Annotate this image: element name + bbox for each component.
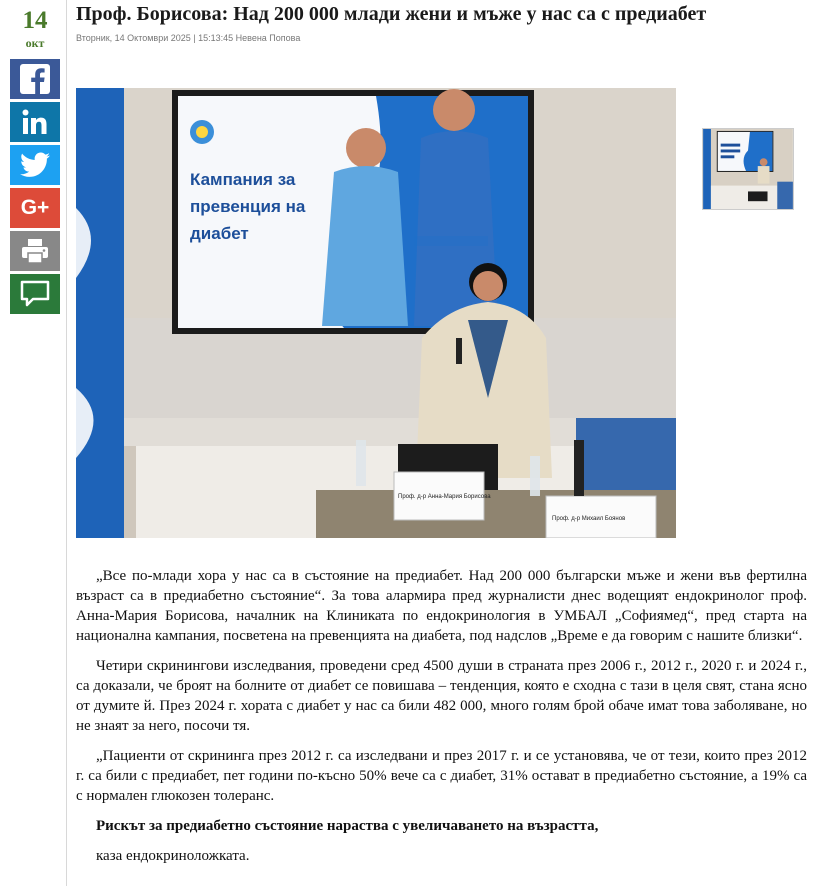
print-button[interactable]: [10, 231, 60, 271]
linkedin-icon: [20, 107, 50, 137]
comment-icon: [19, 279, 51, 309]
article-body: [76, 566, 807, 876]
article-paragraph-3: „Пациенти от скрининга през 2012 г. са изследвани и през 2017 г. и се установява, че от тези, които през 2012 г. са били с предиабет, пет години по-късно 50% вече са с диабет, 31% остават в предиабетно състояние, а 19% са с нормален глюкозен толеранс.: [76, 748, 807, 804]
screen-text-line-3: диабет: [190, 224, 249, 243]
google-plus-icon: G+: [20, 196, 50, 219]
twitter-icon: [20, 152, 50, 178]
article-title: Проф. Борисова: Над 200 000 млади жени и мъже у нас са с предиабет: [76, 3, 707, 25]
screen-text-line-1: Кампания за: [190, 170, 296, 189]
google-plus-share-button[interactable]: [10, 188, 60, 228]
article-photo[interactable]: [76, 88, 676, 538]
nameplate-borisova: Проф. д-р Анна-Мария Борисова: [398, 494, 491, 500]
print-icon: [20, 237, 50, 265]
publish-date: [10, 6, 60, 50]
date-month: окт: [25, 36, 45, 50]
twitter-share-button[interactable]: [10, 145, 60, 185]
article-closing: каза ендокриноложката.: [96, 848, 250, 864]
date-day: 14: [22, 7, 48, 34]
screen-text-line-2: превенция на: [190, 197, 306, 216]
photo-thumbnail[interactable]: [702, 128, 794, 210]
comment-button[interactable]: [10, 274, 60, 314]
article-paragraph-2: Четири скринингови изследвания, проведени сред 4500 души в страната през 2006 г., 2012 г., 2020 г. и 2024 г., са доказали, че броят на болните от диабет се повишава – тенденция, която е сходна с тази в целя свят, стана ясно от думите й. През 2024 г. хората с диабет у нас са били 482 000, много голям брой обаче имат това заболяване, но не знаят за него, посочи тя.: [76, 658, 807, 734]
article-paragraph-1: „Все по-млади хора у нас са в състояние на предиабет. Над 200 000 български мъже и жени във фертилна възраст са в предиабетно състояние“. За това алармира пред журналисти днес водещият ендокринолог проф. Анна-Мария Борисова, началник на Клиниката по ендокринология в УМБАЛ „Софиямед“, пред старта на национална кампания, посветена на превенцията на диабета, под надслов „Време е да говорим с нашите близки“.: [76, 568, 807, 644]
article-subheading: Рискът за предиабетно състояние нараства с увеличаването на възрастта,: [96, 818, 599, 834]
nameplate-boyanov: Проф. д-р Михаил Боянов: [552, 516, 626, 522]
linkedin-share-button[interactable]: [10, 102, 60, 142]
column-divider: [66, 0, 67, 886]
facebook-share-button[interactable]: [10, 59, 60, 99]
article-meta: Вторник, 14 Октомври 2025 | 15:13:45 Невена Попова: [76, 33, 301, 43]
facebook-icon: [19, 63, 51, 95]
